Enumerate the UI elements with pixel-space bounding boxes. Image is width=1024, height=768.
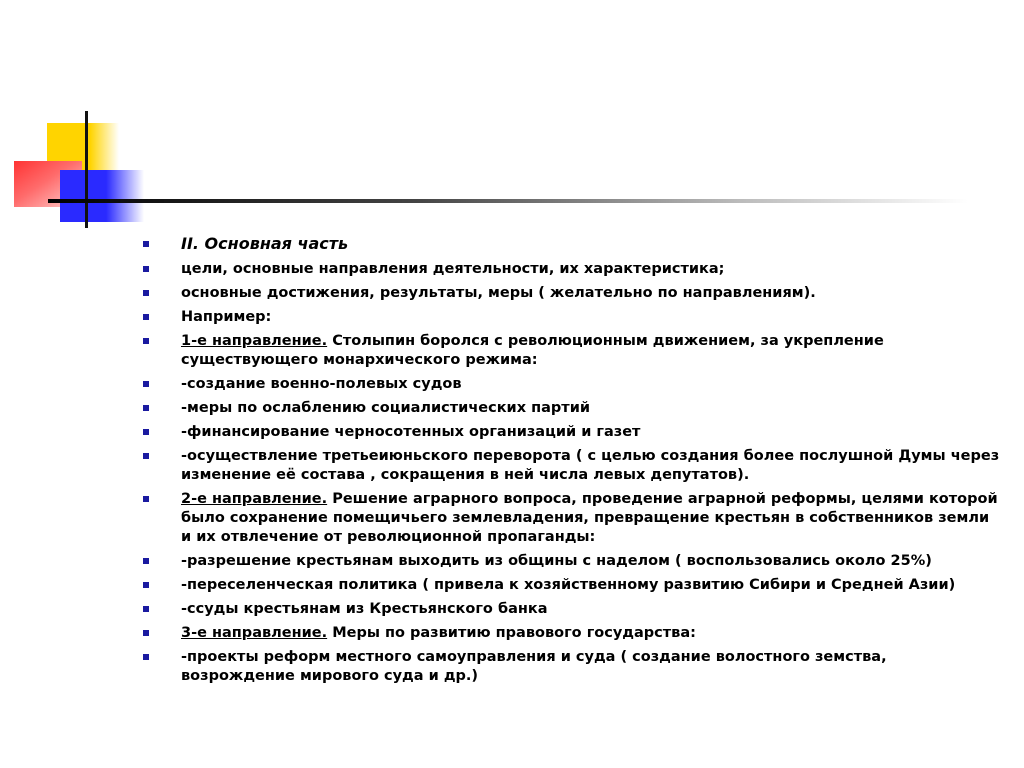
list-item bbox=[143, 284, 1003, 303]
slide-bullet-list bbox=[143, 234, 1003, 691]
bullet-text: Меры по развитию правового государства: bbox=[327, 625, 696, 641]
bullet-text: цели, основные направления деятельности, их характеристика; bbox=[181, 261, 725, 277]
direction-label: 3-е направление. bbox=[181, 625, 328, 641]
list-item bbox=[143, 423, 1003, 442]
bullet-text: -разрешение крестьянам выходить из общины с наделом ( воспользовались около 25%) bbox=[181, 553, 932, 569]
bullet-text: -проекты реформ местного самоуправления и суда ( создание волостного земства, возрождение мирового суда и др.) bbox=[181, 649, 887, 684]
bullet-square-icon bbox=[143, 654, 149, 660]
bullet-square-icon bbox=[143, 405, 149, 411]
bullet-text: основные достижения, результаты, меры ( желательно по направлениям). bbox=[181, 285, 816, 301]
list-item bbox=[143, 308, 1003, 327]
bullet-text: -финансирование черносотенных организаций и газет bbox=[181, 424, 641, 440]
list-item bbox=[143, 552, 1003, 571]
bullet-text: II. Основная часть bbox=[181, 234, 349, 253]
bullet-text: -осуществление третьеиюньского переворота ( с целью создания более послушной Думы через изменение её состава , сокращения в ней числа левых депутатов). bbox=[181, 448, 1000, 483]
direction-item-3 bbox=[143, 624, 1003, 643]
list-item bbox=[143, 375, 1003, 394]
bullet-square-icon bbox=[143, 453, 149, 459]
list-item bbox=[143, 648, 1003, 686]
bullet-text: Решение аграрного вопроса, проведение аграрной реформы, целями которой было сохранение помещичьего землевладения, превращение крестьян в собственников земли и их отвлечение от революционной пропаганды: bbox=[181, 491, 998, 545]
list-item bbox=[143, 447, 1003, 485]
bullet-square-icon bbox=[143, 606, 149, 612]
bullet-text: -ссуды крестьянам из Крестьянского банка bbox=[181, 601, 548, 617]
direction-label: 1-е направление. bbox=[181, 333, 328, 349]
list-item bbox=[143, 576, 1003, 595]
decorative-header bbox=[0, 0, 1024, 240]
bullet-square-icon bbox=[143, 630, 149, 636]
bullet-text: -переселенческая политика ( привела к хозяйственному развитию Сибири и Средней Азии) bbox=[181, 577, 956, 593]
list-item bbox=[143, 600, 1003, 619]
bullet-square-icon bbox=[143, 241, 149, 247]
list-item bbox=[143, 399, 1003, 418]
bullet-square-icon bbox=[143, 496, 149, 502]
direction-item-1 bbox=[143, 332, 1003, 370]
bullet-text: -меры по ослаблению социалистических партий bbox=[181, 400, 591, 416]
direction-label: 2-е направление. bbox=[181, 491, 328, 507]
vertical-divider-line bbox=[85, 111, 88, 228]
bullet-text: -создание военно-полевых судов bbox=[181, 376, 462, 392]
blue-square-decoration bbox=[60, 170, 144, 222]
list-item bbox=[143, 260, 1003, 279]
bullet-square-icon bbox=[143, 381, 149, 387]
bullet-text: Например: bbox=[181, 309, 272, 325]
bullet-square-icon bbox=[143, 429, 149, 435]
direction-item-2 bbox=[143, 490, 1003, 547]
horizontal-divider-line bbox=[48, 199, 968, 203]
section-heading bbox=[143, 234, 1003, 253]
bullet-square-icon bbox=[143, 558, 149, 564]
bullet-square-icon bbox=[143, 266, 149, 272]
bullet-square-icon bbox=[143, 582, 149, 588]
bullet-square-icon bbox=[143, 290, 149, 296]
bullet-square-icon bbox=[143, 314, 149, 320]
bullet-text: Столыпин боролся с революционным движением, за укрепление существующего монархического режима: bbox=[181, 333, 884, 368]
bullet-square-icon bbox=[143, 338, 149, 344]
